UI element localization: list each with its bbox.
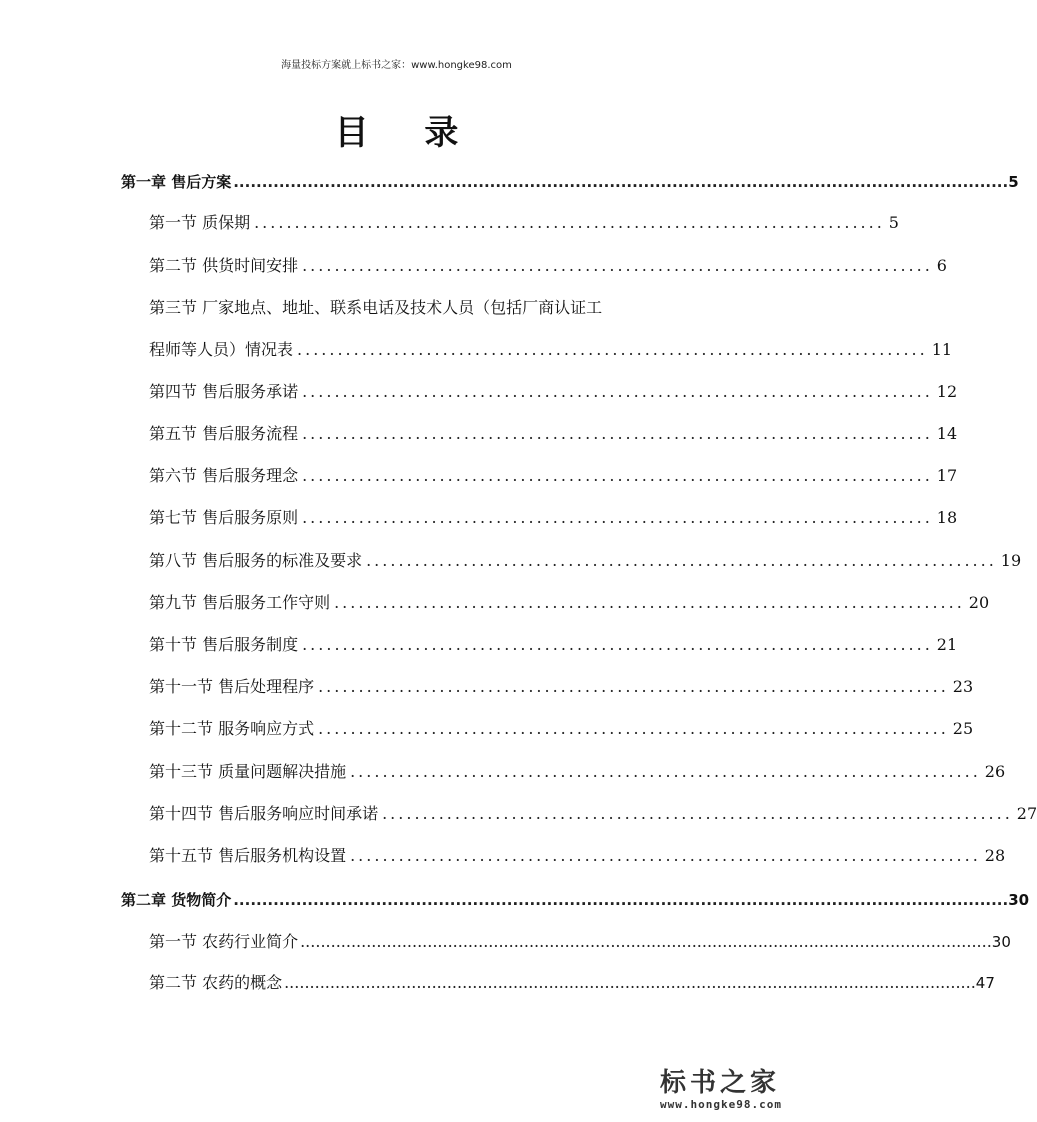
toc-section[interactable] [149,213,899,233]
toc-label: 第一节 农药行业简介 [149,932,299,951]
page-title: 目 录 [334,113,481,153]
toc-section[interactable] [149,635,958,655]
logo-text: 标书之家 [659,1068,780,1098]
toc-label: 第十三节 质量问题解决措施 [149,762,347,781]
toc-section[interactable] [149,804,1037,824]
toc-label: 第十节 售后服务制度 [149,635,299,654]
toc-leader-dots: ........................................................................................................................................ [284,973,976,992]
toc-leader-dots: ........................................................................................................................................ [300,932,992,951]
toc-section-line1[interactable]: 第三节 厂家地点、地址、联系电话及技术人员（包括厂商认证工 [149,298,603,317]
toc-label: 第八节 售后服务的标准及要求 [149,551,363,570]
toc-page-number: 20 [968,593,990,612]
toc-page-number: 17 [936,466,958,485]
toc-label: 第七节 售后服务原则 [149,508,299,527]
toc-leader-dots: .............................................................................. [318,719,949,738]
toc-leader-dots: .............................................................................. [318,677,949,696]
toc-page-number: 6 [936,256,947,275]
toc-section[interactable] [149,382,958,402]
toc-label: 第十二节 服务响应方式 [149,719,315,738]
toc-page-number: 12 [936,382,958,401]
toc-page-number: 21 [936,635,958,654]
toc-section[interactable] [149,466,958,486]
toc-label: 第九节 售后服务工作守则 [149,593,331,612]
toc-page-number: 5 [1008,173,1019,191]
toc-leader-dots: .............................................................................. [302,382,933,401]
toc-section[interactable] [149,846,1006,866]
toc-section[interactable] [149,551,1022,571]
toc-page-number: 30 [991,933,1011,951]
toc-label: 第一节 质保期 [149,213,251,232]
logo-url: www.hongke98.com [660,1098,782,1111]
toc-label: 第二章 货物简介 [121,891,232,909]
toc-chapter-2[interactable] [121,890,1030,910]
toc-label: 第五节 售后服务流程 [149,424,299,443]
toc-page-number: 11 [931,340,953,359]
toc-page-number: 25 [952,719,974,738]
toc-section[interactable] [149,719,974,739]
toc-page-number: 23 [952,677,974,696]
toc-leader-dots: ........................................................................................................................................ [233,891,1009,909]
toc-leader-dots: .............................................................................. [297,340,928,359]
toc-leader-dots: .............................................................................. [350,762,981,781]
toc-leader-dots: .............................................................................. [302,424,933,443]
toc-page-number: 19 [1000,551,1022,570]
toc-section[interactable] [149,932,1011,952]
toc-leader-dots: .............................................................................. [350,846,981,865]
toc-page-number: 5 [888,213,899,232]
toc-leader-dots: .............................................................................. [302,508,933,527]
toc-label: 第二节 农药的概念 [149,973,283,992]
toc-leader-dots: .............................................................................. [254,213,885,232]
toc-leader-dots: .............................................................................. [302,256,933,275]
toc-label: 第十一节 售后处理程序 [149,677,315,696]
toc-page-number: 47 [975,974,995,992]
toc-section[interactable] [149,593,990,613]
brand-logo [640,1062,790,1118]
toc-label: 第十五节 售后服务机构设置 [149,846,347,865]
toc-section[interactable] [149,424,958,444]
toc-page-number: 18 [936,508,958,527]
toc-section[interactable] [149,762,1006,782]
toc-chapter-1[interactable] [121,172,1019,192]
toc-leader-dots: .............................................................................. [366,551,997,570]
toc-leader-dots: .............................................................................. [302,466,933,485]
toc-label: 第一章 售后方案 [121,173,232,191]
toc-page-number: 27 [1016,804,1037,823]
toc-section[interactable] [149,340,953,360]
toc-leader-dots: .............................................................................. [302,635,933,654]
toc-page-number: 28 [984,846,1006,865]
toc-section[interactable] [149,508,958,528]
toc-label: 第四节 售后服务承诺 [149,382,299,401]
toc-leader-dots: .............................................................................. [382,804,1013,823]
toc-section[interactable] [149,677,974,697]
toc-section[interactable] [149,973,995,993]
toc-leader-dots: ........................................................................................................................................ [233,173,1009,191]
toc-leader-dots: .............................................................................. [334,593,965,612]
toc-label: 第六节 售后服务理念 [149,466,299,485]
toc-label: 第十四节 售后服务响应时间承诺 [149,804,379,823]
toc-label: 程师等人员）情况表 [149,340,294,359]
toc-page-number: 26 [984,762,1006,781]
toc-page-number: 14 [936,424,958,443]
toc-label: 第二节 供货时间安排 [149,256,299,275]
toc-section[interactable] [149,256,947,276]
toc-page-number: 30 [1008,891,1030,909]
page-header: 海量投标方案就上标书之家：www.hongke98.com [281,60,512,71]
